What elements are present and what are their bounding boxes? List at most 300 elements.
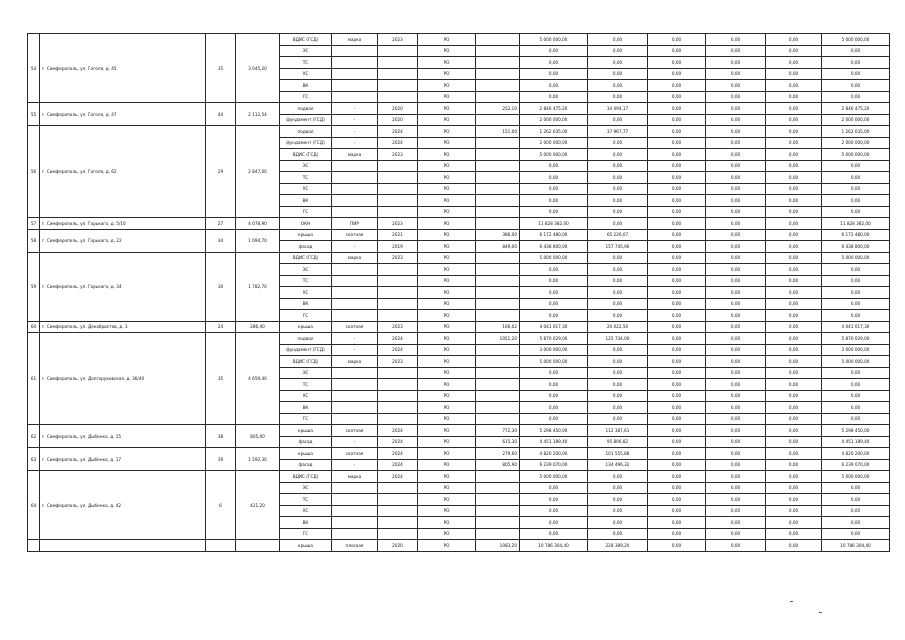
cell-c4: 0,00 [706,252,766,264]
cell-total: 0,00 [822,275,890,287]
cell-method: РО [418,264,476,276]
cell-method: РО [418,379,476,391]
cell-cost2: 0,00 [588,275,648,287]
cell-material [332,80,378,92]
cell-method: РО [418,218,476,230]
cell-cost: 4 451 189,40 [520,436,588,448]
cell-area: 286,40 [236,321,280,333]
cell-c5: 0,00 [766,402,822,414]
cell-cost: 4 820 200,00 [520,448,588,460]
cell-material: скатная [332,425,378,437]
cell-address: г. Симферополь, ул. Горького, д. 34 [40,252,206,321]
cell-cost: 5 000 000,00 [520,149,588,161]
cell-c5: 0,00 [766,114,822,126]
cell-cost2: 0,00 [588,80,648,92]
cell-c3: 0,00 [648,137,706,149]
cell-cost2: 0,00 [588,402,648,414]
cell-c5: 0,00 [766,321,822,333]
cell-work: ГС [280,528,332,540]
cell-cost2: 0,00 [588,390,648,402]
cell-volume [476,517,520,529]
cell-total: 0,00 [822,68,890,80]
cell-c3: 0,00 [648,413,706,425]
table-row [28,252,890,264]
cell-method: РО [418,114,476,126]
cell-material [332,195,378,207]
cell-address: г. Симферополь, ул. Долгоруковская, д. 36/40 [40,333,206,425]
cell-work: ХС [280,390,332,402]
cell-year [378,45,418,57]
cell-year [378,275,418,287]
cell-work: ВК [280,402,332,414]
cell-cost: 0,00 [520,57,588,69]
cell-cost2: 0,00 [588,68,648,80]
cell-method: РО [418,45,476,57]
cell-method: РО [418,160,476,172]
cell-method: РО [418,68,476,80]
cell-total: 5 870 029,00 [822,333,890,345]
cell-c5: 0,00 [766,436,822,448]
cell-total: 0,00 [822,57,890,69]
cell-c3: 0,00 [648,172,706,184]
cell-method: РО [418,494,476,506]
cell-total: 6 438 800,00 [822,241,890,253]
cell-volume [476,471,520,483]
cell-c4: 0,00 [706,540,766,552]
cell-address: г. Симферополь, ул. Дыбенко, д. 15 [40,425,206,448]
cell-work: крыша [280,448,332,460]
cell-address: г. Симферополь, ул. Дыбенко, д. 17 [40,448,206,471]
table-row [28,425,890,437]
cell-year [378,482,418,494]
cell-material: - [332,333,378,345]
cell-volume [476,356,520,368]
cell-c3: 0,00 [648,229,706,241]
cell-cost2: 0,00 [588,252,648,264]
cell-c5: 0,00 [766,528,822,540]
cell-c5: 0,00 [766,540,822,552]
cell-year: 2024 [378,459,418,471]
cell-c4: 0,00 [706,126,766,138]
cell-c3: 0,00 [648,241,706,253]
cell-floors: 30 [206,252,236,321]
cell-floors: 38 [206,425,236,448]
cell-c4: 0,00 [706,298,766,310]
cell-c5: 0,00 [766,333,822,345]
cell-material: - [332,459,378,471]
cell-c4: 0,00 [706,114,766,126]
cell-total: 0,00 [822,160,890,172]
cell-c3: 0,00 [648,356,706,368]
cell-c4: 0,00 [706,91,766,103]
cell-total: 5 000 000,00 [822,252,890,264]
cell-no: 58 [28,229,40,252]
cell-c3: 0,00 [648,195,706,207]
cell-year: 2023 [378,321,418,333]
cell-total: 6 172 480,00 [822,229,890,241]
cell-c3: 0,00 [648,333,706,345]
cell-c5: 0,00 [766,448,822,460]
cell-c4: 0,00 [706,528,766,540]
cell-cost: 10 786 304,40 [520,540,588,552]
cell-volume [476,252,520,264]
cell-cost2: 0,00 [588,494,648,506]
cell-c5: 0,00 [766,505,822,517]
cell-c3: 0,00 [648,379,706,391]
cell-volume [476,218,520,230]
cell-floors [206,540,236,552]
cell-total: 5 000 000,00 [822,356,890,368]
cell-method: РО [418,436,476,448]
cell-c4: 0,00 [706,379,766,391]
cell-total: 5 298 450,00 [822,425,890,437]
cell-method: РО [418,287,476,299]
cell-work: фундамент (ГСД) [280,137,332,149]
cell-material [332,183,378,195]
cell-cost2: 0,00 [588,356,648,368]
cell-material: скатная [332,448,378,460]
cell-year: 2019 [378,241,418,253]
cell-cost2: 0,00 [588,298,648,310]
cell-c5: 0,00 [766,517,822,529]
cell-c5: 0,00 [766,206,822,218]
cell-total: 0,00 [822,195,890,207]
cell-c5: 0,00 [766,413,822,425]
cell-cost2: 34 094,17 [588,103,648,115]
cell-c4: 0,00 [706,172,766,184]
table-row [28,333,890,345]
cell-work: ТС [280,57,332,69]
cell-cost2: 95 806,82 [588,436,648,448]
cell-c3: 0,00 [648,528,706,540]
cell-year [378,528,418,540]
cell-c3: 0,00 [648,321,706,333]
cell-year [378,298,418,310]
cell-work: фундамент (ГСД) [280,344,332,356]
cell-cost2: 0,00 [588,287,648,299]
cell-work: ЭС [280,482,332,494]
cell-total: 0,00 [822,517,890,529]
cell-c5: 0,00 [766,425,822,437]
cell-method: РО [418,195,476,207]
cell-c4: 0,00 [706,45,766,57]
cell-c5: 0,00 [766,287,822,299]
table-row [28,540,890,552]
cell-year [378,379,418,391]
cell-c4: 0,00 [706,149,766,161]
cell-material [332,528,378,540]
cell-material [332,45,378,57]
cell-material [332,310,378,322]
cell-cost: 0,00 [520,494,588,506]
cell-work: ГС [280,206,332,218]
cell-volume: 1083,20 [476,540,520,552]
cell-c4: 0,00 [706,390,766,402]
cell-material [332,264,378,276]
cell-cost: 0,00 [520,183,588,195]
cell-cost2: 0,00 [588,505,648,517]
cell-cost2: 0,00 [588,344,648,356]
cell-c4: 0,00 [706,68,766,80]
cell-year [378,517,418,529]
cell-c4: 0,00 [706,264,766,276]
cell-cost2: 0,00 [588,114,648,126]
cell-c3: 0,00 [648,540,706,552]
scan-speck [819,612,822,613]
cell-volume [476,528,520,540]
cell-total: 3 000 000,00 [822,344,890,356]
cell-method: РО [418,126,476,138]
cell-no [28,540,40,552]
cell-method: РО [418,310,476,322]
cell-c5: 0,00 [766,149,822,161]
cell-floors: 24 [206,321,236,333]
cell-cost: 0,00 [520,287,588,299]
cell-c5: 0,00 [766,344,822,356]
cell-material [332,482,378,494]
cell-work: ХС [280,505,332,517]
cell-c3: 0,00 [648,34,706,46]
cell-year: 2024 [378,344,418,356]
cell-cost: 0,00 [520,275,588,287]
cell-work: ВДИС (ГСД) [280,34,332,46]
cell-material: скатная [332,321,378,333]
cell-cost: 0,00 [520,310,588,322]
cell-volume: 252,10 [476,103,520,115]
cell-volume [476,402,520,414]
cell-volume: 615,30 [476,436,520,448]
table-row [28,321,890,333]
cell-material: - [332,114,378,126]
cell-total: 4 041 017,30 [822,321,890,333]
cell-work: фасад [280,436,332,448]
cell-volume: 1051,20 [476,333,520,345]
cell-work: ТС [280,172,332,184]
cell-method: РО [418,402,476,414]
cell-volume [476,390,520,402]
cell-volume [476,195,520,207]
cell-method: РО [418,229,476,241]
cell-year [378,160,418,172]
cell-total: 0,00 [822,505,890,517]
cell-floors: 39 [206,448,236,471]
cell-year: 2024 [378,333,418,345]
cell-work: ОКН [280,218,332,230]
cell-cost: 2 000 000,00 [520,137,588,149]
cell-total: 11 828 382,00 [822,218,890,230]
cell-c3: 0,00 [648,517,706,529]
cell-c4: 0,00 [706,402,766,414]
cell-work: ВК [280,195,332,207]
cell-volume [476,183,520,195]
cell-c5: 0,00 [766,356,822,368]
cell-c5: 0,00 [766,103,822,115]
cell-method: РО [418,505,476,517]
cell-c5: 0,00 [766,264,822,276]
cell-cost: 5 000 000,00 [520,356,588,368]
cell-material: - [332,126,378,138]
cell-no: 62 [28,425,40,448]
cell-material [332,379,378,391]
cell-total: 0,00 [822,183,890,195]
cell-work: ЭС [280,264,332,276]
cell-volume [476,34,520,46]
cell-c3: 0,00 [648,298,706,310]
cell-c3: 0,00 [648,436,706,448]
cell-area: 2 847,00 [236,126,280,218]
cell-material [332,390,378,402]
cell-c3: 0,00 [648,264,706,276]
cell-material: ПИР [332,218,378,230]
cell-cost2: 0,00 [588,172,648,184]
cell-total: 0,00 [822,379,890,391]
cell-total: 0,00 [822,310,890,322]
cell-c4: 0,00 [706,471,766,483]
cell-work: подвал [280,333,332,345]
cell-address: г. Симферополь, ул. Декабристов, д. 3 [40,321,206,333]
cell-total: 0,00 [822,206,890,218]
cell-c4: 0,00 [706,321,766,333]
cell-total: 0,00 [822,45,890,57]
cell-volume [476,413,520,425]
cell-c5: 0,00 [766,91,822,103]
cell-work: крыша [280,229,332,241]
cell-total: 2 000 000,00 [822,137,890,149]
cell-c5: 0,00 [766,126,822,138]
cell-total: 0,00 [822,298,890,310]
cell-work: ТС [280,275,332,287]
cell-material [332,206,378,218]
cell-area: 2 112,54 [236,103,280,126]
cell-cost: 0,00 [520,172,588,184]
cell-floors: 6 [206,471,236,540]
cell-cost: 0,00 [520,160,588,172]
cell-c3: 0,00 [648,402,706,414]
cell-volume [476,68,520,80]
cell-c5: 0,00 [766,183,822,195]
cell-method: РО [418,34,476,46]
cell-cost: 0,00 [520,91,588,103]
cell-cost: 0,00 [520,80,588,92]
cell-c3: 0,00 [648,91,706,103]
cell-c4: 0,00 [706,517,766,529]
cell-c4: 0,00 [706,103,766,115]
cell-year: 2021 [378,229,418,241]
cell-c3: 0,00 [648,448,706,460]
cell-method: РО [418,344,476,356]
cell-address: г. Симферополь, ул. Горького, д. 22 [40,229,206,252]
cell-cost2: 0,00 [588,379,648,391]
cell-work: подвал [280,126,332,138]
cell-material: - [332,344,378,356]
cell-year [378,264,418,276]
cell-material [332,68,378,80]
cell-year: 2020 [378,114,418,126]
cell-cost: 0,00 [520,528,588,540]
cell-method: РО [418,321,476,333]
cell-area: 4 659,40 [236,333,280,425]
cell-c4: 0,00 [706,344,766,356]
cell-method: РО [418,367,476,379]
cell-c5: 0,00 [766,310,822,322]
cell-c3: 0,00 [648,505,706,517]
cell-floors: 35 [206,34,236,103]
cell-material [332,402,378,414]
cell-cost: 0,00 [520,379,588,391]
cell-c4: 0,00 [706,195,766,207]
cell-address [40,540,206,552]
cell-no: 64 [28,471,40,540]
cell-cost: 3 000 000,00 [520,344,588,356]
cell-work: ХС [280,183,332,195]
capital-repair-register-table [27,33,890,552]
cell-method: РО [418,517,476,529]
cell-cost: 6 172 480,00 [520,229,588,241]
cell-c4: 0,00 [706,80,766,92]
cell-cost2: 0,00 [588,137,648,149]
cell-volume [476,137,520,149]
cell-method: РО [418,528,476,540]
cell-floors: 34 [206,229,236,252]
cell-c5: 0,00 [766,137,822,149]
cell-total: 5 000 000,00 [822,471,890,483]
cell-c3: 0,00 [648,275,706,287]
cell-c5: 0,00 [766,172,822,184]
cell-total: 5 000 000,00 [822,149,890,161]
cell-method: РО [418,333,476,345]
cell-area: 1 592,30 [236,448,280,471]
cell-c3: 0,00 [648,390,706,402]
cell-no: 57 [28,218,40,230]
cell-c3: 0,00 [648,425,706,437]
cell-cost2: 125 734,00 [588,333,648,345]
cell-material: - [332,103,378,115]
cell-total: 6 239 070,00 [822,459,890,471]
cell-c4: 0,00 [706,494,766,506]
cell-c4: 0,00 [706,425,766,437]
cell-method: РО [418,91,476,103]
cell-total: 0,00 [822,172,890,184]
cell-material [332,413,378,425]
cell-c4: 0,00 [706,229,766,241]
cell-total: 1 262 035,00 [822,126,890,138]
cell-year: 2023 [378,218,418,230]
cell-method: РО [418,390,476,402]
cell-c5: 0,00 [766,229,822,241]
cell-cost: 0,00 [520,367,588,379]
cell-c3: 0,00 [648,45,706,57]
cell-c4: 0,00 [706,413,766,425]
cell-c3: 0,00 [648,482,706,494]
cell-cost2: 134 496,32 [588,459,648,471]
cell-volume [476,287,520,299]
cell-cost: 5 000 000,00 [520,252,588,264]
cell-c4: 0,00 [706,57,766,69]
cell-cost: 0,00 [520,45,588,57]
cell-year [378,494,418,506]
cell-area [236,540,280,552]
cell-c4: 0,00 [706,241,766,253]
cell-c4: 0,00 [706,459,766,471]
cell-material: марка [332,471,378,483]
cell-work: крыша [280,321,332,333]
cell-work: ВК [280,517,332,529]
cell-volume [476,344,520,356]
cell-volume [476,482,520,494]
cell-material [332,57,378,69]
cell-cost: 0,00 [520,505,588,517]
cell-c4: 0,00 [706,275,766,287]
